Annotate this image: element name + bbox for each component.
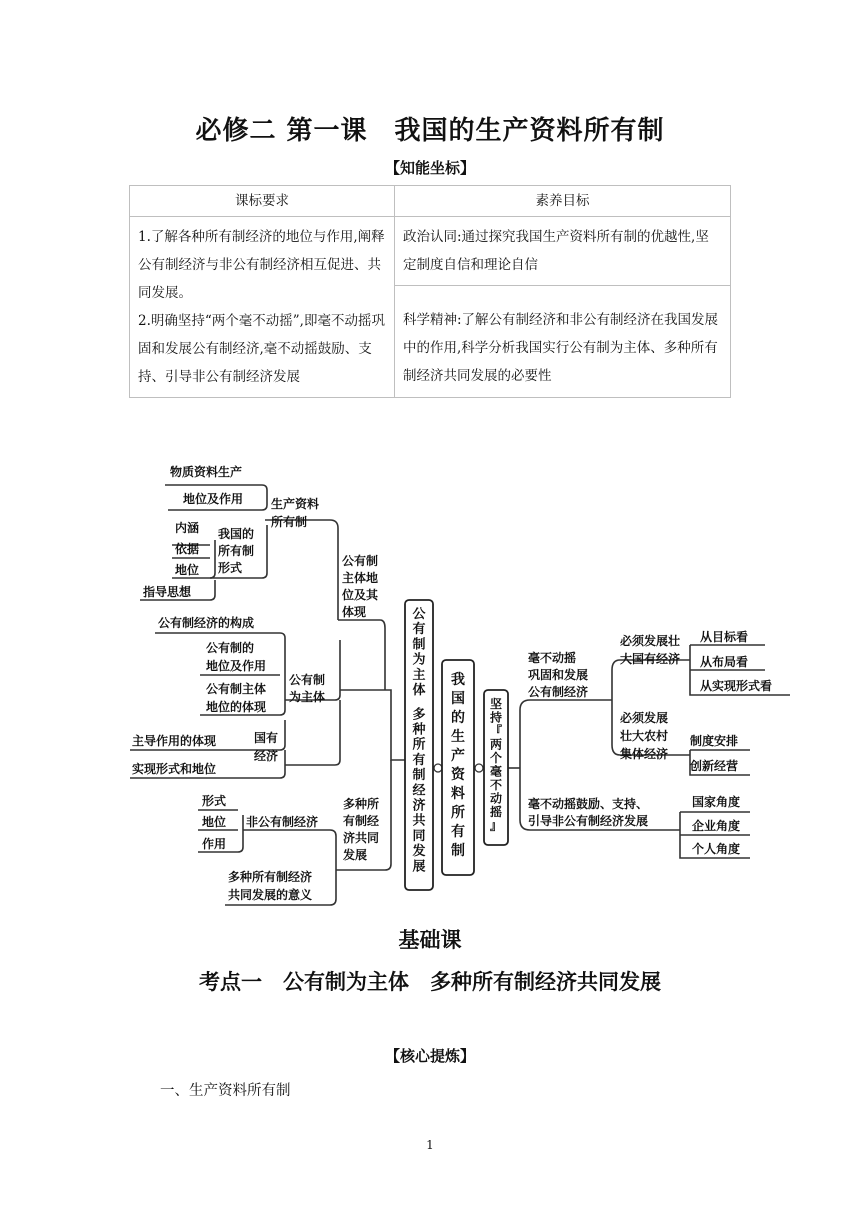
map-vertical-char: 展 [412, 859, 426, 875]
map-node-r1_1a: 从目标看 [700, 630, 749, 644]
map-node-b1_1-l1: 生产资料 [271, 497, 320, 511]
map-vertical-char: 有 [412, 622, 426, 638]
map-node-b2_1c: 作用 [202, 837, 227, 851]
section-one-heading: 一、生产资料所有制 [160, 1083, 291, 1099]
map-vertical-char: 动 [489, 791, 503, 806]
map-vertical-char: 资 [451, 767, 465, 783]
map-vertical-char: 种 [412, 722, 426, 738]
map-node-b1_2-l2: 所有制 [218, 544, 255, 558]
map-node-r1_1c: 从实现形式看 [700, 679, 773, 693]
map-vertical-char: 坚 [489, 697, 503, 711]
map-vertical-char: 制 [451, 843, 465, 859]
map-node-b1_6b: 实现形式和地位 [132, 762, 217, 776]
map-vertical-char: 摇 [489, 805, 503, 819]
map-node-b2-l2: 有制经 [343, 814, 380, 828]
map-node-r1_2a: 制度安排 [690, 734, 739, 748]
map-vertical-char: 不 [489, 778, 503, 792]
map-node-b1_5a-l1: 公有制的 [206, 641, 255, 655]
map-vertical-char: 有 [451, 824, 465, 840]
map-vertical-char: 为 [412, 652, 426, 668]
map-vertical-char: 多 [412, 707, 426, 723]
map-vertical-char: 有 [412, 752, 426, 768]
map-vertical-char: 个 [489, 751, 503, 765]
map-node-b1-l1: 公有制 [342, 554, 379, 568]
map-node-r2-l1: 毫不动摇鼓励、支持、 [528, 797, 649, 811]
map-vertical-char: 生 [451, 729, 465, 745]
map-node-b1_1b: 地位及作用 [183, 492, 244, 506]
header-kebiao: 课标要求 [130, 186, 395, 217]
map-vertical-char: 两 [489, 737, 503, 752]
page-title: 必修二 第一课 我国的生产资料所有制 [195, 116, 665, 146]
map-vertical-char: 我 [451, 672, 465, 688]
map-vertical-char: 体 [412, 683, 426, 698]
map-node-b1_1-l2: 所有制 [271, 515, 308, 529]
requirement-1: 1.了解各种所有制经济的地位与作用,阐释公有制经济与非公有制经济相互促进、共同发展。 [138, 229, 385, 301]
map-node-b2_2-l1: 多种所有制经济 [228, 870, 313, 884]
map-node-r2_a: 国家角度 [692, 795, 741, 809]
map-node-b1_5b-l2: 地位的体现 [206, 700, 267, 714]
map-vertical-char: 毫 [489, 764, 503, 779]
requirement-2: 2.明确坚持“两个毫不动摇”,即毫不动摇巩固和发展公有制经济,毫不动摇鼓励、支持、引导非公有制经济发展 [138, 313, 385, 385]
map-node-b1_3: 指导思想 [143, 585, 192, 599]
map-vertical-char: 主 [412, 667, 426, 683]
map-node-r1_1b: 从布局看 [700, 655, 749, 669]
kaodian-title: 考点一 公有制为主体 多种所有制经济共同发展 [199, 970, 661, 994]
goals-table [129, 185, 731, 398]
map-node-b1_5-l1: 公有制 [289, 673, 326, 687]
goal-2: 科学精神:了解公有制经济和非公有制经济在我国发展中的作用,科学分析我国实行公有制为主体、多种所有制经济共同发展的必要性 [395, 286, 731, 398]
map-node-b1_2-l1: 我国的 [218, 527, 255, 541]
map-node-b2_2-l2: 共同发展的意义 [228, 888, 313, 902]
header-suyang: 素养目标 [395, 186, 731, 217]
map-node-b1-l2: 主体地 [342, 571, 379, 585]
map-vertical-char: 发 [412, 844, 426, 860]
map-node-r1_1-l1: 必须发展壮 [620, 634, 681, 648]
map-node-r1_2-l3: 集体经济 [620, 747, 669, 761]
map-vertical-char: 的 [451, 710, 465, 726]
map-node-b2-l3: 济共同 [343, 831, 380, 845]
map-node-b1_2-l3: 形式 [218, 561, 243, 575]
map-node-b1_5-l2: 为主体 [289, 690, 326, 704]
map-vertical-char: 所 [451, 805, 465, 821]
mind-map [125, 450, 805, 920]
map-node-b1_5b-l1: 公有制主体 [206, 682, 267, 696]
map-node-r1_2b: 创新经营 [690, 759, 739, 773]
map-vertical-char: 国 [451, 691, 465, 707]
map-vertical-char: 所 [412, 737, 426, 753]
map-vertical-char: 共 [412, 813, 426, 829]
map-left-main-node [411, 607, 426, 874]
map-node-r2_b: 企业角度 [692, 819, 741, 833]
core-label: 【核心提炼】 [384, 1047, 475, 1065]
map-node-r1_2-l2: 壮大农村 [620, 729, 669, 743]
map-node-r1_2-l1: 必须发展 [620, 711, 669, 725]
map-node-r1-l3: 公有制经济 [528, 685, 589, 699]
table-header-row [130, 186, 731, 217]
map-vertical-char: 』 [489, 818, 503, 833]
map-vertical-char: 产 [451, 748, 465, 764]
section-label-zhineng: 【知能坐标】 [384, 159, 475, 177]
map-node-b1_5a-l2: 地位及作用 [206, 659, 267, 673]
map-vertical-char: 公 [412, 607, 426, 622]
map-node-b1_2a: 内涵 [175, 521, 200, 535]
map-node-r2_c: 个人角度 [692, 842, 741, 856]
map-node-r2-l2: 引导非公有制经济发展 [528, 814, 649, 828]
map-node-b1_2c: 地位 [175, 563, 200, 577]
map-node-b2-l4: 发展 [343, 848, 368, 862]
map-node-b1-l4: 体现 [342, 605, 367, 619]
map-node-b1_1a: 物质资料生产 [170, 465, 243, 479]
map-vertical-char: 经 [412, 783, 426, 799]
map-node-b1_2b: 依据 [175, 542, 200, 556]
page-number: 1 [426, 1138, 434, 1152]
map-node-b2_1a: 形式 [202, 794, 227, 808]
map-node-r1_1-l2: 大国有经济 [620, 652, 681, 666]
map-node-b1-l3: 位及其 [342, 588, 379, 602]
map-node-r1-l1: 毫不动摇 [528, 651, 577, 665]
map-vertical-char: 制 [412, 637, 426, 653]
map-vertical-char: 料 [451, 786, 465, 802]
map-vertical-char: 持 [489, 710, 503, 725]
table-row [130, 217, 731, 286]
map-vertical-char: 同 [412, 828, 426, 844]
map-node-b1_6-l2: 经济 [254, 749, 279, 763]
map-node-b2_1b: 地位 [202, 815, 227, 829]
map-node-r1-l2: 巩固和发展 [528, 668, 589, 682]
map-node-b1_4: 公有制经济的构成 [158, 616, 255, 630]
map-vertical-char: 制 [412, 768, 426, 784]
map-vertical-char: 『 [489, 724, 503, 738]
map-node-b2_1: 非公有制经济 [246, 815, 319, 829]
map-vertical-char: 济 [412, 798, 426, 814]
course-type: 基础课 [398, 928, 462, 952]
map-node-b1_6a: 主导作用的体现 [132, 734, 217, 748]
map-node-b1_6-l1: 国有 [254, 731, 279, 745]
map-node-b2-l1: 多种所 [343, 797, 380, 811]
goal-1: 政治认同:通过探究我国生产资料所有制的优越性,坚定制度自信和理论自信 [395, 217, 731, 286]
map-right-main-node [489, 696, 502, 833]
requirements-cell [130, 217, 395, 398]
